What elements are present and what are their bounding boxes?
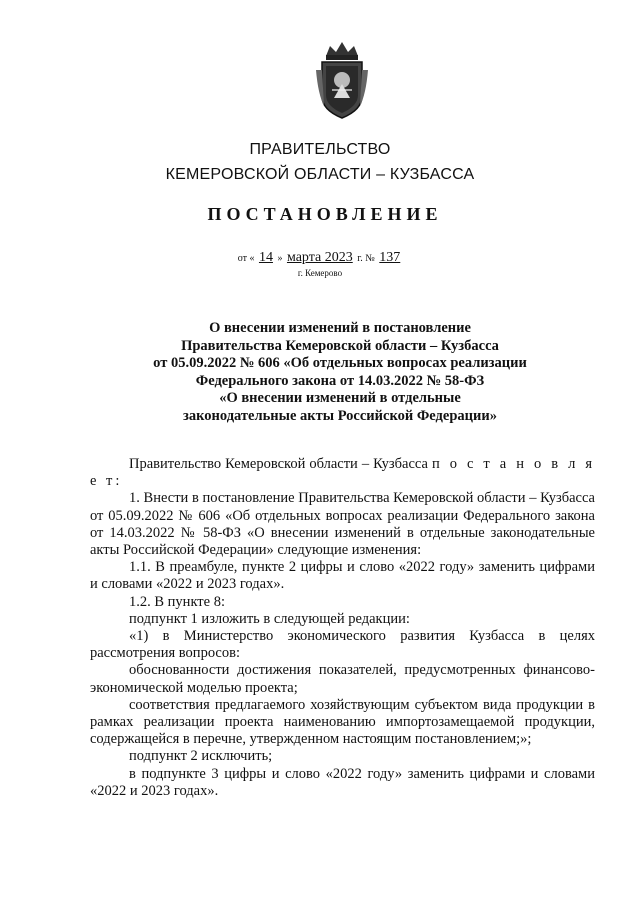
date-mid: » xyxy=(277,253,283,264)
date-day: 14 xyxy=(258,250,273,265)
subparagraph-2: подпункт 2 исключить; xyxy=(129,748,273,765)
decree-date-line xyxy=(0,250,640,266)
paragraph-1-1: 1.1. В преамбуле, пункте 2 цифры и слово «2022 году» заменить цифрами и словами «2022 и 2023 годах». xyxy=(90,559,595,593)
resolves-word: п о с т а н о в л я е т: xyxy=(90,456,596,490)
subparagraph-3: в подпункте 3 цифры и слово «2022 году» заменить цифрами и словами «2022 и 2023 годах». xyxy=(90,765,595,799)
decree-body xyxy=(90,456,595,800)
document-type-title: ПОСТАНОВЛЕНИЕ xyxy=(207,204,443,224)
government-name-line1: ПРАВИТЕЛЬСТВО xyxy=(249,141,391,158)
number-sign: № xyxy=(365,253,375,264)
date-month-year: марта 2023 xyxy=(286,250,353,265)
date-year-suffix: г. xyxy=(357,253,363,264)
subject-line: Федерального закона от 14.03.2022 № 58-ФЗ xyxy=(195,372,485,389)
government-name-line2: КЕМЕРОВСКОЙ ОБЛАСТИ – КУЗБАССА xyxy=(165,166,475,183)
kuzbass-coat-of-arms-icon xyxy=(312,40,372,120)
subject-line: «О внесении изменений в отдельные xyxy=(219,390,461,407)
paragraph-1: 1. Внести в постановление Правительства Кемеровской области – Кузбасса от 05.09.2022 № 606 «Об отдельных вопросах реализации Федерального закона от 14.03.2022 № 58-ФЗ «О внесении изменений в отдельные законодательные акты Российской Федерации» следующие изменения: xyxy=(90,490,595,559)
conformity-item: соответствия предлагаемого хозяйствующим субъектом вида продукции в рамках реализации проекта наименованию импортозамещаемой продукции, содержащейся в перечне, утвержденном настоящим постановлением;»; xyxy=(90,696,595,748)
intro-text: Правительство Кемеровской области – Кузбасса xyxy=(129,456,428,472)
subject-line: О внесении изменений в постановление xyxy=(209,320,471,336)
subparagraph-1: подпункт 1 изложить в следующей редакции: xyxy=(129,610,410,627)
validity-item: обоснованности достижения показателей, предусмотренных финансово-экономической моделью проекта; xyxy=(90,662,595,696)
date-prefix: от « xyxy=(237,253,255,264)
subject-line: законодательные акты Российской Федерации» xyxy=(183,407,497,424)
intro-paragraph xyxy=(90,456,595,490)
subject-line: Правительства Кемеровской области – Кузбасса xyxy=(181,337,499,354)
decree-number: 137 xyxy=(379,250,401,265)
place-of-issue: г. Кемерово xyxy=(297,268,343,278)
subject-line: от 05.09.2022 № 606 «Об отдельных вопросах реализации xyxy=(153,355,527,372)
quoted-subparagraph: «1) в Министерство экономического развития Кузбасса в целях рассмотрения вопросов: xyxy=(90,628,595,662)
paragraph-1-2: 1.2. В пункте 8: xyxy=(129,593,225,610)
decree-subject xyxy=(140,320,540,426)
